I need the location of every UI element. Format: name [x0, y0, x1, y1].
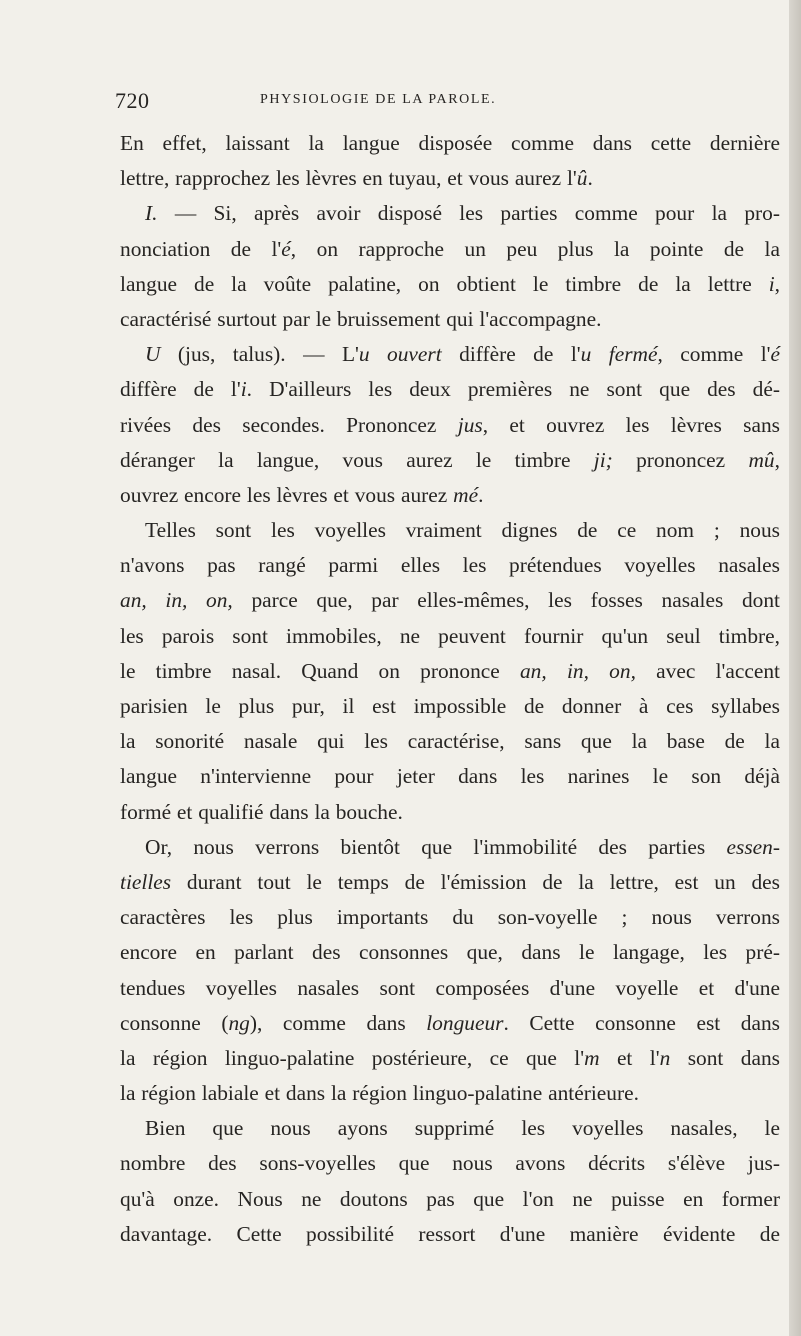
text-segment: parce que, par elles-mêmes, les fosses nasales dont — [232, 588, 780, 613]
text-line — [120, 583, 780, 618]
text-line — [120, 478, 780, 513]
italic-text: ji; — [593, 447, 613, 472]
text-line — [120, 759, 780, 794]
italic-text: u ouvert — [358, 342, 442, 367]
text-segment: lettre, rapprochez les lèvres en tuyau, et vous aurez l' — [120, 166, 577, 191]
italic-text: essen- — [726, 834, 780, 859]
text-segment: les parois sont immobiles, ne peuvent fournir qu'un seul timbre, — [120, 623, 780, 648]
text-segment: rivées des secondes. Prononcez — [120, 412, 458, 437]
text-line — [120, 161, 780, 196]
text-segment: ), comme dans — [249, 1010, 427, 1035]
text-segment: Or, nous verrons bientôt que l'immobilité des parties — [145, 834, 727, 859]
text-segment: diffère de l' — [120, 377, 241, 402]
text-line — [120, 865, 780, 900]
text-line — [120, 900, 780, 935]
text-segment: nombre des sons-voyelles que nous avons décrits s'élève jus- — [120, 1151, 780, 1176]
text-line — [120, 443, 780, 478]
text-segment: la région labiale et dans la région linguo-palatine antérieure. — [120, 1081, 639, 1106]
text-segment: parisien le plus pur, il est impossible de donner à ces syllabes — [120, 694, 780, 718]
italic-text: mû — [748, 447, 775, 472]
italic-text: û — [576, 166, 588, 191]
italic-text: tielles — [120, 869, 172, 894]
text-line — [120, 971, 780, 1006]
text-segment: la sonorité nasale qui les caractérise, sans que la base de la — [120, 729, 780, 754]
text-line — [120, 1146, 780, 1181]
text-segment: consonne ( — [120, 1010, 229, 1035]
text-segment: En effet, laissant la langue disposée comme dans cette dernière — [120, 131, 780, 155]
text-line — [120, 654, 780, 689]
text-segment: . — [478, 482, 484, 507]
text-segment: , — [774, 271, 780, 296]
text-segment: Telles sont les voyelles vraiment dignes de ce nom ; nous — [145, 518, 780, 543]
text-line — [120, 689, 780, 724]
italic-text: jus — [457, 412, 483, 437]
text-segment: diffère de l' — [441, 342, 581, 367]
text-segment: sont dans — [670, 1045, 780, 1070]
text-segment: (jus, talus). — L' — [160, 342, 359, 367]
text-segment: . — [587, 166, 593, 191]
italic-text: é — [281, 236, 291, 261]
text-segment: , comme l' — [657, 342, 771, 367]
text-line — [120, 1111, 780, 1146]
text-line — [120, 548, 780, 583]
page-header — [107, 88, 787, 118]
body-text — [120, 126, 780, 1252]
text-line — [120, 126, 780, 161]
text-segment: déranger la langue, vous aurez le timbre — [120, 447, 594, 472]
text-segment: le timbre nasal. Quand on prononce — [120, 658, 520, 683]
text-segment: caractères les plus importants du son-voyelle ; nous verrons — [120, 905, 780, 930]
text-segment: qu'à onze. Nous ne doutons pas que l'on ne puisse en former — [120, 1186, 780, 1211]
text-line — [120, 267, 780, 302]
italic-text: m — [584, 1045, 600, 1070]
text-segment: langue de la voûte palatine, on obtient le timbre de la lettre — [120, 271, 769, 296]
italic-text: n — [659, 1045, 671, 1070]
italic-text: é — [770, 342, 780, 367]
text-segment: ouvrez encore les lèvres et vous aurez — [120, 482, 454, 507]
text-line — [120, 372, 780, 407]
italic-text: an, in, on, — [120, 588, 233, 613]
text-segment: — Si, après avoir disposé les parties comme pour la pro- — [157, 201, 780, 226]
text-segment: davantage. Cette possibilité ressort d'une manière évidente de — [120, 1221, 780, 1246]
text-line — [120, 337, 780, 372]
italic-text: I. — [145, 201, 158, 226]
italic-text: mé — [453, 482, 479, 507]
text-segment: , on rapproche un peu plus la pointe de la — [290, 236, 780, 261]
text-segment: , et ouvrez les lèvres sans — [482, 412, 781, 437]
italic-text: ng — [228, 1010, 250, 1035]
text-line — [120, 795, 780, 830]
text-line — [120, 196, 780, 231]
text-segment: nonciation de l' — [120, 236, 282, 261]
text-segment: et l' — [599, 1045, 660, 1070]
italic-text: longueur — [426, 1010, 504, 1035]
text-line — [120, 302, 780, 337]
text-line — [120, 232, 780, 267]
text-segment: caractérisé surtout par le bruissement qui l'accompagne. — [120, 306, 602, 331]
text-segment: Bien que nous ayons supprimé les voyelles nasales, le — [145, 1116, 780, 1141]
text-segment: la région linguo-palatine postérieure, ce que l' — [120, 1045, 585, 1070]
text-line — [120, 935, 780, 970]
text-line — [120, 830, 780, 865]
text-line — [120, 1217, 780, 1252]
text-line — [120, 1041, 780, 1076]
page-number: 720 — [115, 88, 150, 113]
text-line — [120, 724, 780, 759]
text-line — [120, 513, 780, 548]
text-segment: , — [774, 447, 780, 472]
text-segment: n'avons pas rangé parmi elles les prétendues voyelles nasales — [120, 553, 780, 578]
text-segment: avec l'accent — [635, 658, 780, 683]
page-edge — [789, 0, 801, 1336]
text-segment: durant tout le temps de l'émission de la lettre, est un des — [171, 869, 780, 894]
text-segment: formé et qualifié dans la bouche. — [120, 799, 403, 824]
text-segment: langue n'intervienne pour jeter dans les narines le son déjà — [120, 764, 780, 789]
text-segment: prononcez — [612, 447, 749, 472]
text-line — [120, 1076, 780, 1111]
text-line — [120, 1006, 780, 1041]
italic-text: i — [768, 271, 775, 296]
running-head: PHYSIOLOGIE DE LA PAROLE. — [260, 92, 497, 107]
text-segment: tendues voyelles nasales sont composées d'une voyelle et d'une — [120, 975, 780, 1000]
text-segment: . Cette consonne est dans — [503, 1010, 781, 1035]
text-line — [120, 408, 780, 443]
text-segment: encore en parlant des consonnes que, dans le langage, les pré- — [120, 940, 780, 965]
text-line — [120, 1182, 780, 1217]
italic-text: an, in, on, — [519, 658, 636, 683]
italic-text: U — [145, 342, 161, 367]
italic-text: i — [240, 377, 247, 402]
italic-text: u fermé — [580, 342, 658, 367]
text-line — [120, 619, 780, 654]
text-segment: . D'ailleurs les deux premières ne sont que des dé- — [246, 377, 780, 402]
